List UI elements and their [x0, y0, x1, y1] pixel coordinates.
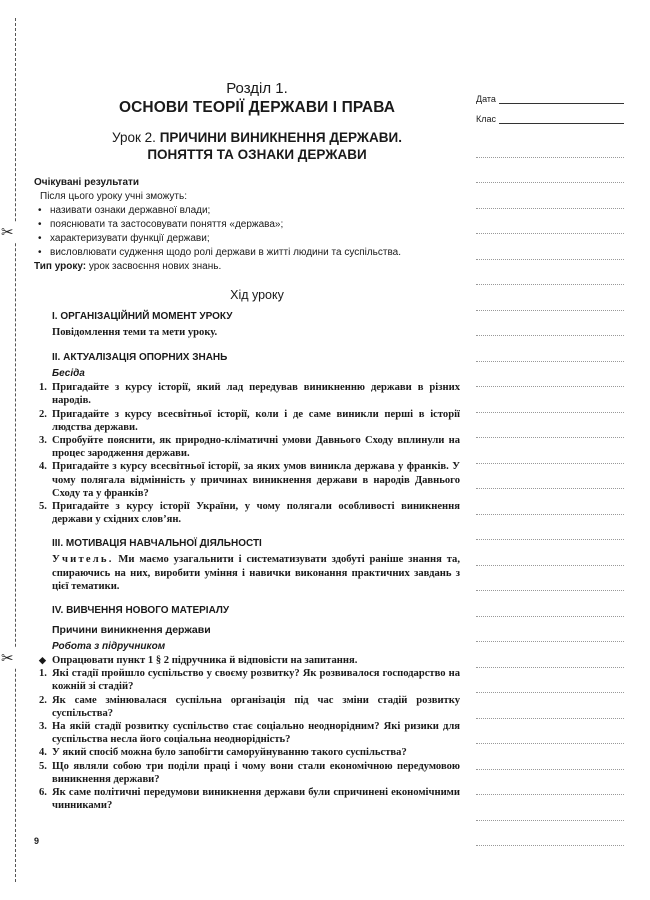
bullet-icon: •	[38, 219, 42, 230]
expected-results	[34, 176, 460, 274]
part-label: Розділ 1.	[226, 80, 288, 97]
date-field[interactable]	[476, 84, 624, 104]
section-4-title: IV. ВИВЧЕННЯ НОВОГО МАТЕРІАЛУ	[52, 605, 230, 617]
lesson-type	[34, 260, 460, 274]
note-line	[476, 413, 624, 439]
note-line	[476, 770, 624, 796]
list-item: ◆ Опрацювати пункт 1 § 2 підручника й відповісти на запитання.	[39, 655, 358, 667]
note-line	[476, 540, 624, 566]
list-item: 4. У який спосіб можна було запобігти саморуйнуванню такого суспільства?	[39, 747, 407, 759]
date-blank[interactable]	[499, 92, 624, 104]
lesson-type-label: Тип уроку:	[34, 261, 87, 272]
section-2-subtitle: Бесіда	[52, 368, 85, 380]
note-line	[476, 132, 624, 158]
notes-column	[476, 132, 624, 846]
note-line	[476, 668, 624, 694]
list-item: 3. На якій стадії розвитку суспільство стає соціально неоднорідним? Які ризики для суспільства несла його соціальна неоднорідність?	[39, 721, 460, 746]
note-line	[476, 617, 624, 643]
part-title: ОСНОВИ ТЕОРІЇ ДЕРЖАВИ І ПРАВА	[118, 99, 396, 116]
bullet-icon: •	[38, 247, 42, 258]
page-number: 9	[34, 836, 40, 846]
note-line	[476, 438, 624, 464]
note-line	[476, 642, 624, 668]
class-blank[interactable]	[499, 112, 624, 124]
list-item: • характеризувати функції держави;	[38, 233, 210, 244]
class-field[interactable]	[476, 104, 624, 124]
section-4-subtitle: Причини виникнення держави	[52, 624, 211, 637]
scissors-icon: ✂	[1, 648, 19, 668]
scissors-icon: ✂	[1, 222, 19, 242]
section-1-title: I. ОРГАНІЗАЦІЙНИЙ МОМЕНТ УРОКУ	[52, 311, 233, 322]
section-2-questions	[34, 381, 460, 526]
list-item: 1. Пригадайте з курсу історії, який лад передував виникненню держави в різних народів.	[39, 382, 460, 407]
list-item: 3. Спробуйте пояснити, як природно-кліматичні умови Давнього Сходу вплинули на процес зародження держави.	[39, 435, 460, 460]
cut-line	[15, 18, 16, 882]
lesson-title-line2: ПОНЯТТЯ ТА ОЗНАКИ ДЕРЖАВИ	[147, 147, 367, 162]
note-line	[476, 362, 624, 388]
note-line	[476, 566, 624, 592]
list-item: 6. Як саме політичні передумови виникнення держави були спричинені економічними чинниками?	[39, 787, 460, 812]
note-line	[476, 285, 624, 311]
note-line	[476, 591, 624, 617]
note-line	[476, 311, 624, 337]
list-item: 5. Що являли собою три поділи праці і чому вони стали економічною передумовою виникнення держави?	[39, 760, 460, 785]
list-item: 2. Як саме змінювалася суспільна організація під час зміни стадій розвитку суспільства?	[39, 694, 460, 719]
list-item: 1. Які стадії пройшло суспільство у своєму розвитку? Як розвивалося господарство на кожній зі стадій?	[39, 668, 460, 693]
note-line	[476, 260, 624, 286]
class-label: Клас	[476, 114, 496, 124]
note-line	[476, 158, 624, 184]
expected-list	[34, 204, 460, 260]
speaker-label: Учитель.	[52, 554, 114, 566]
note-line	[476, 693, 624, 719]
note-line	[476, 336, 624, 362]
bullet-icon: •	[38, 233, 42, 244]
note-line	[476, 209, 624, 235]
lesson-prefix: Урок 2.	[112, 130, 156, 145]
section-3-text: Учитель. Ми маємо узагальнити і систематизувати здобуті раніше знання та, спираючись на них, виробити уміння і навички виконання практичних завдань з цієї тематики.	[52, 554, 460, 592]
list-item: • називати ознаки державної влади;	[38, 205, 211, 216]
note-line	[476, 489, 624, 515]
lesson-content	[34, 80, 460, 812]
note-line	[476, 719, 624, 745]
work-label: Робота з підручником	[52, 641, 166, 653]
section-2-title: II. АКТУАЛІЗАЦІЯ ОПОРНИХ ЗНАНЬ	[52, 352, 228, 364]
expected-heading: Очікувані результати	[34, 177, 140, 188]
note-line	[476, 464, 624, 490]
note-line	[476, 234, 624, 260]
list-item: 2. Пригадайте з курсу всесвітньої історії, коли і де саме виникли перші в історії людства держави.	[39, 408, 460, 433]
lesson-title-line1: ПРИЧИНИ ВИНИКНЕННЯ ДЕРЖАВИ.	[159, 130, 402, 145]
section-4-questions	[34, 654, 460, 812]
sidebar-fields	[476, 84, 624, 124]
note-line	[476, 795, 624, 821]
section-1-text: Повідомлення теми та мети уроку.	[52, 327, 218, 338]
section-3-title: III. МОТИВАЦІЯ НАВЧАЛЬНОЇ ДІЯЛЬНОСТІ	[52, 538, 262, 550]
course-heading: Хід уроку	[230, 288, 284, 302]
lesson-title	[54, 129, 460, 146]
list-item: • висловлювати судження щодо ролі держави в житті людини та суспільства.	[38, 247, 402, 258]
note-line	[476, 821, 624, 847]
note-line	[476, 183, 624, 209]
note-line	[476, 744, 624, 770]
date-label: Дата	[476, 94, 496, 104]
list-item: 4. Пригадайте з курсу всесвітньої історії, за яких умов виникла держава у франків. У чому полягала відмінність у причинах виникнення держави в народів Давнього Сходу та у франків?	[39, 461, 460, 499]
diamond-icon: ◆	[39, 655, 46, 666]
note-line	[476, 387, 624, 413]
list-item: • пояснювати та застосовувати поняття «держава»;	[38, 219, 284, 230]
expected-intro: Після цього уроку учні зможуть:	[40, 191, 187, 202]
list-item: 5. Пригадайте з курсу історії України, у чому полягали особливості виникнення держави у східних слов’ян.	[39, 501, 460, 526]
lesson-type-value: урок засвоєння нових знань.	[88, 261, 222, 272]
bullet-icon: •	[38, 205, 42, 216]
note-line	[476, 515, 624, 541]
